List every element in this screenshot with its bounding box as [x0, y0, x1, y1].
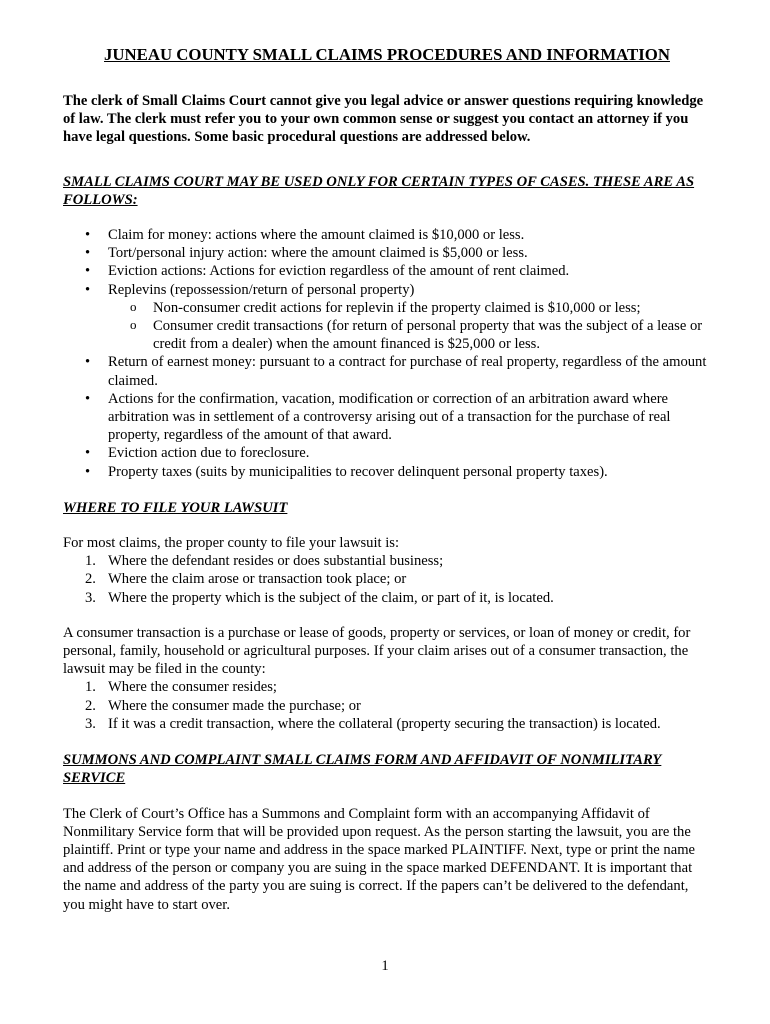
list-item: • Tort/personal injury action: where the amount claimed is $5,000 or less. — [63, 244, 711, 262]
list-item: 3. Where the property which is the subject of the claim, or part of it, is located. — [85, 589, 554, 606]
list-item: 1. Where the consumer resides; — [85, 679, 277, 696]
where-to-file-lead: For most claims, the proper county to file your lawsuit is: — [63, 535, 400, 552]
list-item: • Claim for money: actions where the amount claimed is $10,000 or less. — [63, 226, 711, 244]
list-item: • Actions for the confirmation, vacation, modification or correction of an arbitration award where arbitration was in settlement of a controversy arising out of a transaction for the purchase of real property, regardless of the amount of that award. — [63, 390, 711, 445]
list-item: • Replevins (repossession/return of personal property) o Non-consumer credit actions for replevin if the property claimed is $10,000 or less; o Consumer credit transactions (for return of personal property that was the subject of a lease or credit from a dealer) when the amount financed is $25,000 or less. — [63, 281, 711, 354]
section-heading-where-to-file: WHERE TO FILE YOUR LAWSUIT — [63, 499, 288, 516]
sub-list-item: o Consumer credit transactions (for return of personal property that was the subject of a lease or credit from a dealer) when the amount financed is $25,000 or less. — [108, 317, 711, 353]
where-to-file-list — [63, 552, 711, 607]
list-item: 2. Where the claim arose or transaction took place; or — [85, 571, 407, 588]
sub-list-item: o Non-consumer credit actions for replevin if the property claimed is $10,000 or less; — [108, 299, 711, 317]
list-item: • Eviction actions: Actions for eviction regardless of the amount of rent claimed. — [63, 262, 711, 280]
document-page — [63, 44, 711, 914]
list-item: • Property taxes (suits by municipalities to recover delinquent personal property taxes). — [63, 463, 711, 481]
page-number: 1 — [381, 958, 389, 974]
list-item: • Return of earnest money: pursuant to a contract for purchase of real property, regardless of the amount claimed. — [63, 353, 711, 389]
intro-paragraph: The clerk of Small Claims Court cannot give you legal advice or answer questions requiring knowledge of law. The clerk must refer you to your own common sense or suggest you contact an attorney if you have legal questions. Some basic procedural questions are addressed below. — [63, 93, 704, 146]
list-item: 1. Where the defendant resides or does substantial business; — [85, 553, 444, 570]
consumer-county-list — [63, 678, 711, 733]
list-item: 2. Where the consumer made the purchase; or — [85, 697, 361, 714]
page-title: JUNEAU COUNTY SMALL CLAIMS PROCEDURES AND INFORMATION — [104, 45, 670, 64]
replevin-sublist — [108, 299, 711, 354]
list-item: • Eviction action due to foreclosure. — [63, 444, 711, 462]
summons-paragraph: The Clerk of Court’s Office has a Summons and Complaint form with an accompanying Affidavit of Nonmilitary Service form that will be provided upon request. As the person starting the lawsuit, you are the plaintiff. Print or type your name and address in the space marked PLAINTIFF. Next, type or print the name and address of the person or company you are suing in the space marked DEFENDANT. It is important that the name and address of the party you are suing is correct. If the papers can’t be delivered to the defendant, you might have to start over. — [63, 805, 696, 913]
section-heading-case-types: SMALL CLAIMS COURT MAY BE USED ONLY FOR CERTAIN TYPES OF CASES. THESE ARE AS FOLLOWS: — [63, 173, 695, 208]
consumer-transaction-paragraph: A consumer transaction is a purchase or lease of goods, property or services, or loan of money or credit, for personal, family, household or agricultural purposes. If your claim arises out of a consumer transaction, the lawsuit may be filed in the county: — [63, 624, 691, 678]
section-heading-summons: SUMMONS AND COMPLAINT SMALL CLAIMS FORM AND AFFIDAVIT OF NONMILITARY SERVICE — [63, 752, 662, 787]
case-types-list — [63, 226, 711, 481]
list-item: 3. If it was a credit transaction, where the collateral (property securing the transaction) is located. — [85, 715, 661, 732]
